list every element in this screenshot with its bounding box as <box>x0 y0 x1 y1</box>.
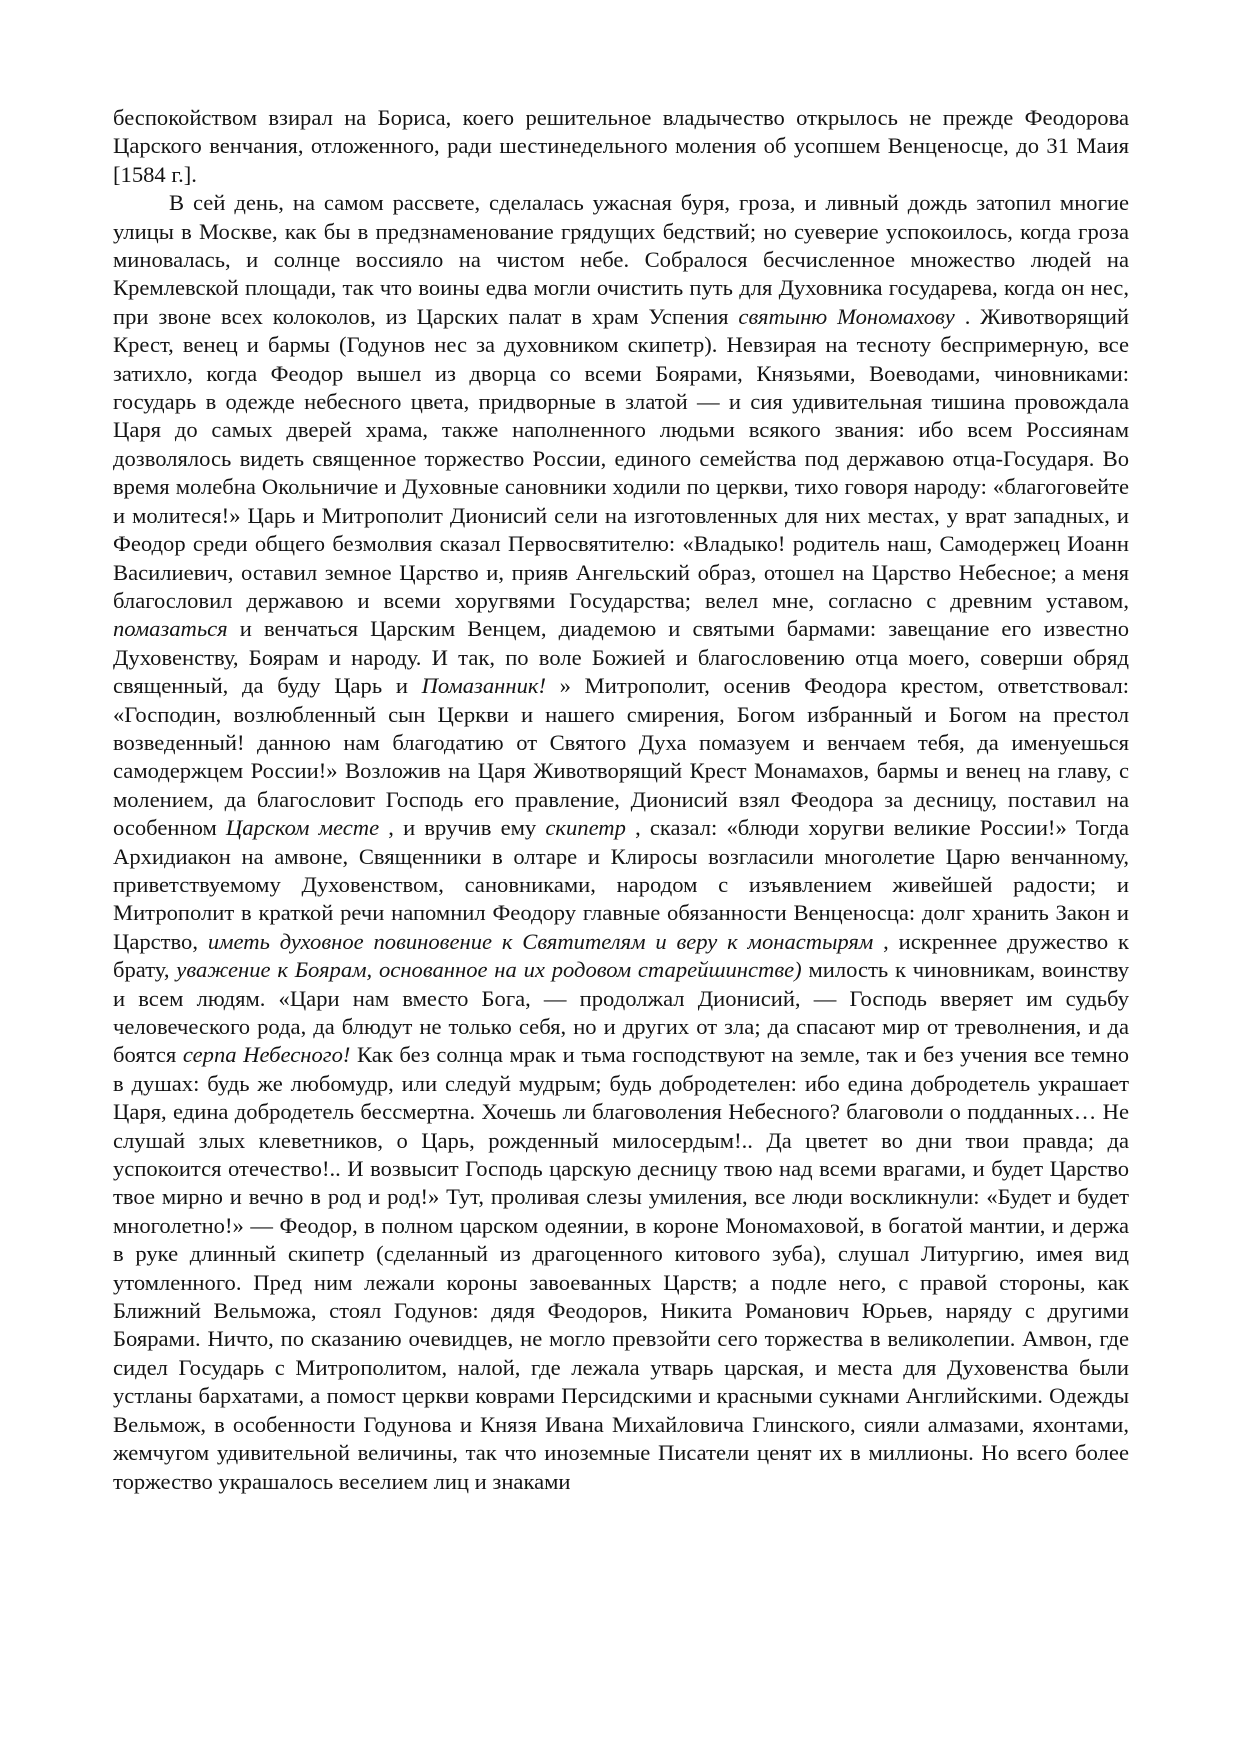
text-run: . Животворящий Крест, венец и бармы (Годунов нес за духовником скипетр). Невзирая на тесноту беспримерную, все затихло, когда Феодор вышел из дворца со всеми Боярами, Князьями, Воеводами, чиновниками: государь в одежде небесного цвета, придворные в златой — и сия удивительная тишина провождала Царя до самых дверей храма, также наполненного людьми всякого звания: ибо всем Россиянам дозволялось видеть священное торжество России, единого семейства под державою отца-Государя. Во время молебна Окольничие и Духовные сановники ходили по церкви, тихо говоря народу: «благоговейте и молитеся!» Царь и Митрополит Дионисий сели на изготовленных для них местах, у врат западных, и Феодор среди общего безмолвия сказал Первосвятителю: «Владыко! родитель наш, Самодержец Иоанн Василиевич, оставил земное Царство и, прияв Ангельский образ, отошел на Царство Небесное; а меня благословил державою и всеми хоругвями Государства; велел мне, согласно с древним уставом, <box>113 303 1130 613</box>
text-run: и венчаться Царским Венцем, диадемою и святыми бармами: завещание его известно Духовенству, Боярам и народу. И так, по воле Божией и благословению отца моего, соверши обряд священный, да буду Царь и <box>113 616 1129 699</box>
italic-text-run: скипетр <box>545 815 626 841</box>
text-run: » Митрополит, осенив Феодора крестом, ответствовал: «Господин, возлюбленный сын Церкви и нашего смирения, Богом избранный и Богом на престол возведенный! данною нам благодатию от Святого Духа помазуем и венчаем тебя, да именуешься самодержцем России!» Возложив на Царя Животворящий Крест Монамахов, бармы и венец на главу, с молением, да благословит Господь его правление, Дионисий взял Феодора за десницу, поставил на особенном <box>113 673 1129 841</box>
paragraph-1 <box>113 104 1129 189</box>
italic-text-run: Помазанник! <box>421 673 546 699</box>
text-run: беспокойством взирал на Бориса, коего решительное владычество открылось не прежде Феодорова Царского венчания, отложенного, ради шестинедельного моления об усопшем Венценосце, до 31 Маия [1584 г.]. <box>113 105 1129 187</box>
italic-text-run: иметь духовное повиновение к Святителям и веру к монастырям <box>207 928 874 954</box>
text-run: , искреннее дружество к брату, <box>113 928 1129 983</box>
text-run: , сказал: «блюди хоругви великие России!» Тогда Архидиакон на амвоне, Священники в олтаре и Клиросы возгласили многолетие Царю венчанному, приветствуемому Духовенством, сановниками, народом с изъявлением живейшей радости; и Митрополит в краткой речи напомнил Феодору главные обязанности Венценосца: долг хранить Закон и Царство, <box>113 815 1129 954</box>
text-run: Как без солнца мрак и тьма господствуют на земле, так и без учения все темно в душах: будь же любомудр, или следуй мудрым; будь добродетелен: ибо едина добродетель украшает Царя, едина добродетель бессмертна. Хочешь ли благоволения Небесного? благоволи о подданных… Не слушай злых клеветников, о Царь, рожденный милосердым!.. Да цветет во дни твои правда; да успокоится отечество!.. И возвысит Господь царскую десницу твою над всеми врагами, и будет Царство твое мирно и вечно в род и род!» Тут, проливая слезы умиления, все люди воскликнули: «Будет и будет многолетно!» — Феодор, в полном царском одеянии, в короне Мономаховой, в богатой мантии, и держа в руке длинный скипетр (сделанный из драгоценного китового зуба), слушал Литургию, имея вид утомленного. Пред ним лежали короны завоеванных Царств; а подле него, с правой стороны, как Ближний Вельможа, стоял Годунов: дядя Феодоров, Никита Романович Юрьев, наряду с другими Боярами. Ничто, по сказанию очевидцев, не могло превзойти сего торжества в великолепии. Амвон, где сидел Государь с Митрополитом, налой, где лежала утварь царская, и места для Духовенства были устланы бархатами, а помост церкви коврами Персидскими и красными сукнами Английскими. Одежды Вельмож, в особенности Годунова и Князя Ивана Михайловича Глинского, сияли алмазами, яхонтами, жемчугом удивительной величины, так что иноземные Писатели ценят их в миллионы. Но всего более торжество украшалось веселием лиц и знаками <box>113 1042 1129 1494</box>
paragraph-2 <box>113 189 1129 1496</box>
text-run: В сей день, на самом рассвете, сделалась ужасная буря, гроза, и ливный дождь затопил многие улицы в Москве, как бы в предзнаменование грядущих бедствий; но суеверие успокоилось, когда гроза миновалась, и солнце воссияло на чистом небе. Собралося бесчисленное множество людей на Кремлевской площади, так что воины едва могли очистить путь для Духовника государева, когда он нес, при звоне всех колоколов, из Царских палат в храм Успения <box>113 190 1129 329</box>
italic-text-run: помазаться <box>113 616 228 642</box>
italic-text-run: Царском месте <box>225 815 380 841</box>
page-text <box>113 104 1129 1496</box>
italic-text-run: уважение к Боярам, основанное на их родовом старейшинстве) <box>176 957 802 983</box>
text-run: , и вручив ему <box>379 815 546 841</box>
italic-text-run: святыню Мономахову <box>738 303 955 329</box>
text-run: милость к чиновникам, воинству и всем людям. «Цари нам вместо Бога, — продолжал Дионисий, — Господь вверяет им судьбу человеческого рода, да блюдут не только себя, но и других от зла; да спасают мир от треволнения, и да боятся <box>113 957 1129 1068</box>
italic-text-run: серпа Небесного! <box>182 1042 351 1068</box>
